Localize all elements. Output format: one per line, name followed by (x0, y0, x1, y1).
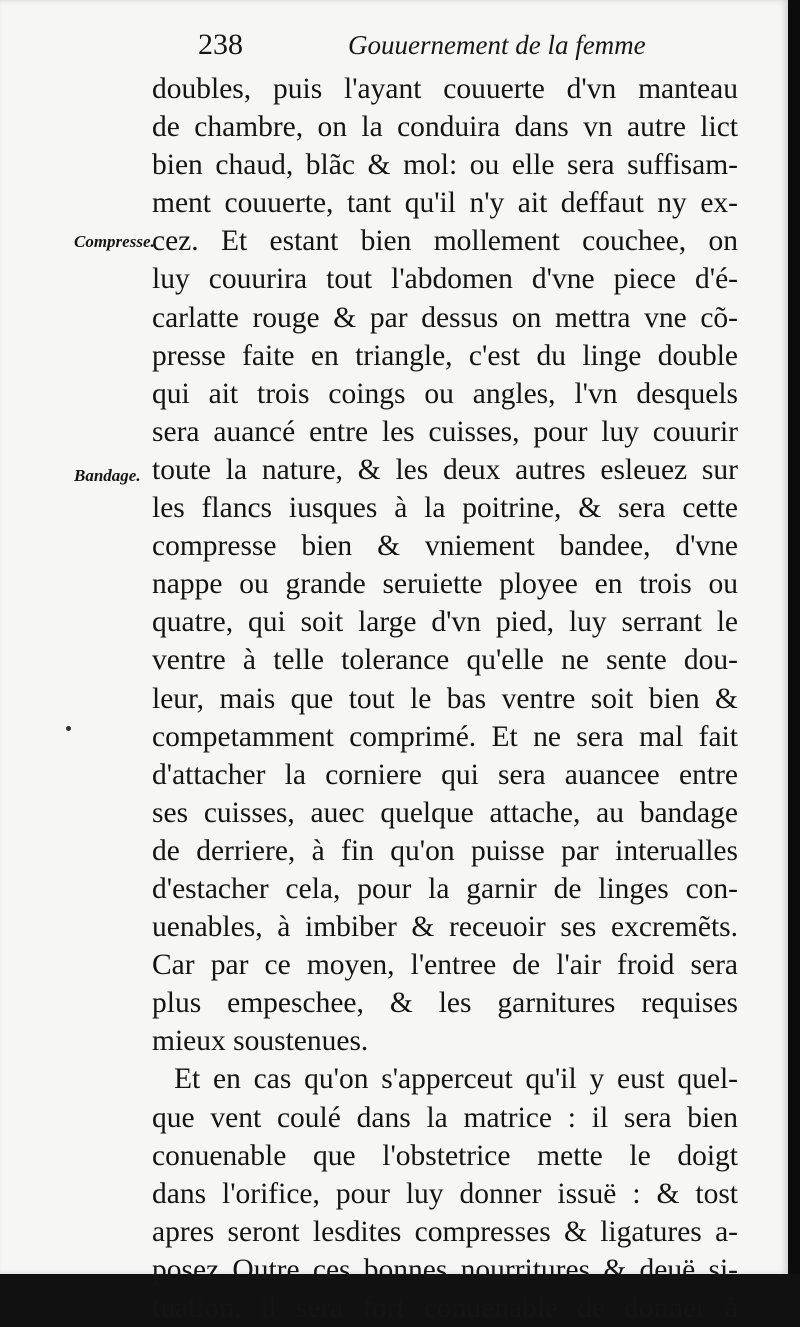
text-line: leur, mais que tout le bas ventre soit bien & (152, 682, 738, 715)
text-line: presse faite en triangle, c'est du linge double (152, 339, 738, 372)
text-line: conuenable que l'obstetrice mette le doigt (152, 1139, 738, 1172)
text-line: que vent coulé dans la matrice : il sera bien (152, 1101, 738, 1134)
text-line: quatre, qui soit large d'vn pied, luy serrant le (152, 606, 738, 639)
text-line: dans l'orifice, pour luy donner issuë : & tost (152, 1177, 738, 1210)
text-line: les flancs iusques à la poitrine, & sera cette (152, 492, 738, 525)
text-line: plus empeschee, & les garnitures requises (152, 987, 738, 1020)
running-title: Gouuernement de la femme (348, 30, 646, 60)
text-line: compresse bien & vniement bandee, d'vne (152, 530, 738, 563)
text-line: bien chaud, blãc & mol: ou elle sera suffisam- (152, 149, 738, 182)
text-line: Et en cas qu'on s'apperceut qu'il y eust quel- (174, 1063, 738, 1096)
text-line: de chambre, on la conduira dans vn autre lict (152, 111, 738, 144)
text-line: cez. Et estant bien mollement couchee, on (152, 225, 738, 258)
text-line: carlatte rouge & par dessus on mettra vne cõ- (152, 301, 738, 334)
text-line: d'attacher la corniere qui sera auancee entre (152, 758, 738, 791)
text-line: Car par ce moyen, l'entree de l'air froid sera (152, 949, 738, 982)
text-line: qui ait trois coings ou angles, l'vn desquels (152, 377, 738, 410)
text-line: apres seront lesdites compresses & ligatures a- (152, 1215, 738, 1248)
text-line: mieux soustenues. (152, 1025, 369, 1058)
text-line: ses cuisses, auec quelque attache, au bandage (152, 796, 738, 829)
text-line: luy couurira tout l'abdomen d'vne piece d'é- (152, 263, 738, 296)
text-line: ment couuerte, tant qu'il n'y ait deffaut ny ex- (152, 187, 738, 220)
body-text (152, 70, 738, 1327)
text-line: tuation, il sera fort conuenable de donner à (152, 1292, 738, 1324)
text-line: posez Outre ces bonnes nourritures & deuë si- (152, 1253, 738, 1286)
text-line: toute la nature, & les deux autres esleuez sur (152, 453, 738, 486)
margin-note-bandage: Bandage. (74, 466, 141, 485)
margin-note-compresse: Compresse. (74, 232, 155, 251)
text-line: d'estacher cela, pour la garnir de linges con- (152, 872, 738, 905)
text-line: nappe ou grande seruiette ployee en trois ou (152, 568, 738, 601)
text-line: doubles, puis l'ayant couuerte d'vn manteau (152, 73, 738, 105)
text-line: ventre à telle tolerance qu'elle ne sente dou- (152, 644, 738, 677)
page-header (198, 28, 646, 62)
text-line: uenables, à imbiber & receuoir ses excremẽts. (152, 911, 738, 944)
text-line: de derriere, à fin qu'on puisse par interualles (152, 834, 738, 867)
ink-speck (66, 726, 71, 731)
text-line: competamment comprimé. Et ne sera mal fait (152, 720, 738, 753)
page-number: 238 (198, 28, 243, 61)
text-line: sera auancé entre les cuisses, pour luy couurir (152, 415, 738, 448)
page-edge (788, 0, 800, 1274)
